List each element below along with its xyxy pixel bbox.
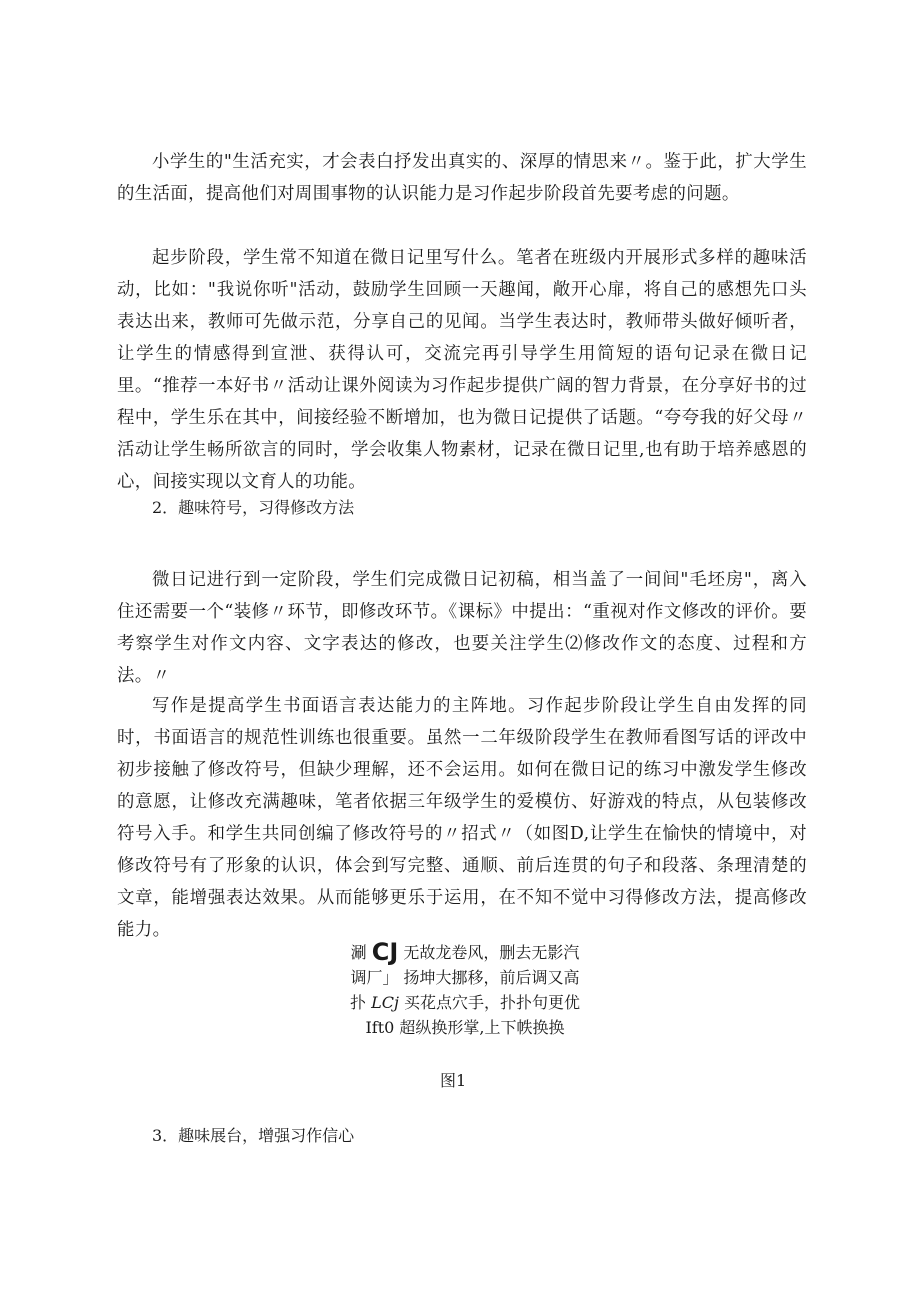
figure-line-4-prefix: Ift0 xyxy=(365,1018,395,1037)
figure-line-2 xyxy=(330,965,600,990)
insert-mark-symbol: LCj xyxy=(371,993,399,1012)
paragraph-2: 起步阶段，学生常不知道在微日记里写什么。笔者在班级内开展形式多样的趣味活动，比如："我说你听"活动，鼓励学生回顾一天趣闻，敞开心扉，将自己的感想先口头表达出来，教师可先做示范，分享自己的见闻。当学生表达时，教师带头做好倾听者，让学生的情感得到宣泄、获得认可，交流完再引导学生用简短的语句记录在微日记里。“推荐一本好书〃活动让课外阅读为习作起步提供广阔的智力背景，在分享好书的过程中，学生乐在其中，间接经验不断增加，也为微日记提供了话题。“夸夸我的好父母〃活动让学生畅所欲言的同时，学会收集人物素材，记录在微日记里,也有助于培养感恩的心，间接实现以文育人的功能。 xyxy=(117,248,807,492)
paragraph-3: 微日记进行到一定阶段，学生们完成微日记初稿，相当盖了一间间"毛坯房"，离入住还需要一个“装修〃环节，即修改环节。《课标》中提出：“重视对作文修改的评价。要考察学生对作文内容、文字表达的修改，也要关注学生⑵修改作文的态度、过程和方法。〃 xyxy=(117,570,807,686)
delete-mark-symbol: CJ xyxy=(371,938,399,966)
paragraph-1: 小学生的"生活充实，才会表白抒发出真实的、深厚的情思来〃。鉴于此，扩大学生的生活面，提高他们对周围事物的认识能力是习作起步阶段首先要考虑的问题。 xyxy=(117,152,807,204)
figure-line-1-text: 无故龙卷风，删去无影汽 xyxy=(403,943,580,962)
figure-caption: 图1 xyxy=(440,1071,467,1090)
figure-line-2-text: 扬坤大挪移，前后调又高 xyxy=(403,968,580,987)
section-heading-2: 2．趣味符号，习得修改方法 xyxy=(152,498,355,517)
figure-line-3-prefix: 扑 xyxy=(349,993,366,1012)
figure-line-3 xyxy=(330,990,600,1015)
paragraph-4: 写作是提高学生书面语言表达能力的主阵地。习作起步阶段让学生自由发挥的同时，书面语言的规范性训练也很重要。虽然一二年级阶段学生在教师看图写话的评改中初步接触了修改符号，但缺少理解，还不会运用。如何在微日记的练习中激发学生修改的意愿，让修改充满趣味，笔者依据三年级学生的爱模仿、好游戏的特点，从包装修改符号入手。和学生共同创编了修改符号的〃招式〃（如图D,让学生在愉快的情境中，对修改符号有了形象的认识，体会到写完整、通顺、前后连贯的句子和段落、条理清楚的文章，能增强表达效果。从而能够更乐于运用，在不知不觉中习得修改方法，提高修改能力。 xyxy=(117,696,807,940)
figure-line-4 xyxy=(330,1015,600,1040)
section-heading-3: 3．趣味展台，增强习作信心 xyxy=(152,1126,355,1145)
figure-line-2-prefix: 调厂」 xyxy=(350,968,399,987)
figure-line-1-prefix: 涮 xyxy=(350,943,367,962)
figure-line-3-text: 买花点穴手，扑扑句更优 xyxy=(404,993,581,1012)
figure-line-1 xyxy=(330,940,600,965)
figure-line-4-text: 超纵换形掌,上下帙换换 xyxy=(399,1018,565,1037)
figure-revision-marks xyxy=(330,940,600,1040)
